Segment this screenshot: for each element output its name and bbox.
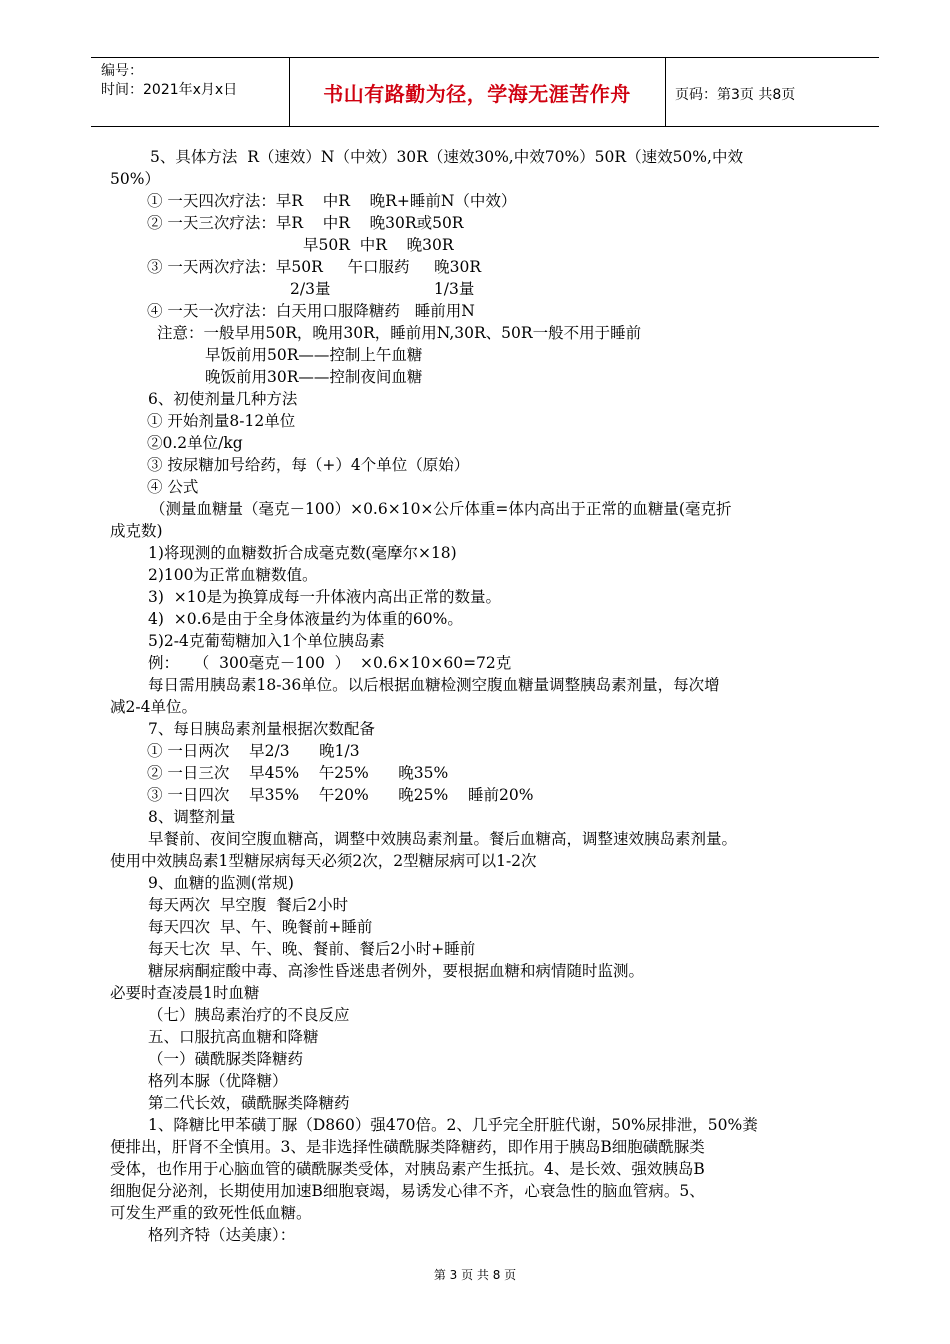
body-text-line: 2/3量 1/3量 — [290, 280, 475, 298]
body-text-line: ① 开始剂量8-12单位 — [147, 412, 296, 430]
document-time-label: 时间：2021年x月x日 — [101, 82, 238, 98]
body-text-line: ③ 按尿糖加号给药，每（+）4个单位（原始） — [147, 456, 470, 474]
body-text-line: ② 一天三次疗法：早R 中R 晚30R或50R — [147, 214, 464, 232]
body-text-line: 7、每日胰岛素剂量根据次数配备 — [148, 720, 375, 738]
body-text-line: 早餐前、夜间空腹血糖高，调整中效胰岛素剂量。餐后血糖高，调整速效胰岛素剂量。 — [148, 830, 738, 848]
body-text-line: 每天两次 早空腹 餐后2小时 — [148, 896, 349, 914]
body-text-line: 格列齐特（达美康）： — [148, 1226, 296, 1244]
page-footer: 第 3 页 共 8 页 — [433, 1268, 517, 1282]
body-text-line: ② 一日三次 早45% 午25% 晚35% — [147, 764, 449, 782]
body-text-line: 例： （ 300毫克－100 ） ×0.6×10×60=72克 — [148, 654, 512, 672]
body-text-line: 早50R 中R 晚30R — [303, 236, 454, 254]
body-text-line: （七）胰岛素治疗的不良反应 — [148, 1006, 350, 1024]
body-text-line: 成克数) — [110, 522, 163, 540]
body-text-line: 格列本脲（优降糖） — [148, 1072, 288, 1090]
body-text-line: ②0.2单位/kg — [147, 434, 243, 452]
header-motto: 书山有路勤为径，学海无涯苦作舟 — [323, 82, 631, 106]
body-text-line: 五、口服抗高血糖和降糖 — [148, 1028, 319, 1046]
body-text-line: 5、具体方法 R（速效）N（中效）30R（速效30%,中效70%）50R（速效50%,中效 — [150, 148, 743, 166]
body-text-line: 早饭前用50R——控制上午血糖 — [205, 346, 423, 364]
body-text-line: ④ 公式 — [147, 478, 199, 496]
body-text-line: ① 一日两次 早2/3 晚1/3 — [147, 742, 360, 760]
body-text-line: 3) ×10是为换算成每一升体液内高出正常的数量。 — [148, 588, 501, 606]
body-text-line: 6、初使剂量几种方法 — [148, 390, 298, 408]
body-text-line: 2)100为正常血糖数值。 — [148, 566, 318, 584]
document-number-label: 编号： — [101, 63, 143, 79]
header-page-number: 页码：第3页 共8页 — [675, 87, 796, 103]
body-text-line: 每天四次 早、午、晚餐前+睡前 — [148, 918, 373, 936]
body-text-line: （一）磺酰脲类降糖药 — [148, 1050, 304, 1068]
body-text-line: 必要时查凌晨1时血糖 — [110, 984, 260, 1002]
body-text-line: 5)2-4克葡萄糖加入1个单位胰岛素 — [148, 632, 385, 650]
body-text-line: 8、调整剂量 — [148, 808, 236, 826]
body-text-line: 可发生严重的致死性低血糖。 — [110, 1204, 312, 1222]
body-text-line: 细胞促分泌剂，长期使用加速B细胞衰竭，易诱发心律不齐，心衰急性的脑血管病。5、 — [110, 1182, 705, 1200]
body-text-line: 第二代长效，磺酰脲类降糖药 — [148, 1094, 350, 1112]
body-text-line: 4) ×0.6是由于全身体液量约为体重的60%。 — [148, 610, 463, 628]
body-text-line: 1)将现测的血糖数折合成毫克数(毫摩尔×18) — [148, 544, 457, 562]
body-text-line: （测量血糖量（毫克－100）×0.6×10×公斤体重=体内高出于正常的血糖量(毫克折 — [150, 500, 732, 518]
body-text-line: 注意：一般早用50R，晚用30R，睡前用N,30R、50R一般不用于睡前 — [157, 324, 642, 342]
body-text-line: ③ 一天两次疗法：早50R 午口服药 晚30R — [147, 258, 481, 276]
body-text-line: 每日需用胰岛素18-36单位。以后根据血糖检测空腹血糖量调整胰岛素剂量，每次增 — [148, 676, 720, 694]
body-text-line: 糖尿病酮症酸中毒、高渗性昏迷患者例外，要根据血糖和病情随时监测。 — [148, 962, 645, 980]
body-text-line: 受体，也作用于心脑血管的磺酰脲类受体，对胰岛素产生抵抗。4、是长效、强效胰岛B — [110, 1160, 705, 1178]
body-text-line: 便排出，肝肾不全慎用。3、是非选择性磺酰脲类降糖药，即作用于胰岛B细胞磺酰脲类 — [110, 1138, 705, 1156]
body-text-line: 1、降糖比甲苯磺丁脲（D860）强470倍。2、几乎完全肝脏代谢，50%尿排泄，50%粪 — [148, 1116, 758, 1134]
body-text-line: ① 一天四次疗法：早R 中R 晚R+睡前N（中效） — [147, 192, 517, 210]
body-text-line: 每天七次 早、午、晚、餐前、餐后2小时+睡前 — [148, 940, 476, 958]
body-text-line: 9、血糖的监测(常规) — [148, 874, 294, 892]
body-text-line: ④ 一天一次疗法：白天用口服降糖药 睡前用N — [147, 302, 475, 320]
body-text-line: 使用中效胰岛素1型糖尿病每天必须2次，2型糖尿病可以1-2次 — [110, 852, 537, 870]
body-text-line: 50%） — [110, 170, 160, 188]
body-text-line: ③ 一日四次 早35% 午20% 晚25% 睡前20% — [147, 786, 534, 804]
body-text-line: 晚饭前用30R——控制夜间血糖 — [205, 368, 423, 386]
body-text-line: 减2-4单位。 — [110, 698, 197, 716]
